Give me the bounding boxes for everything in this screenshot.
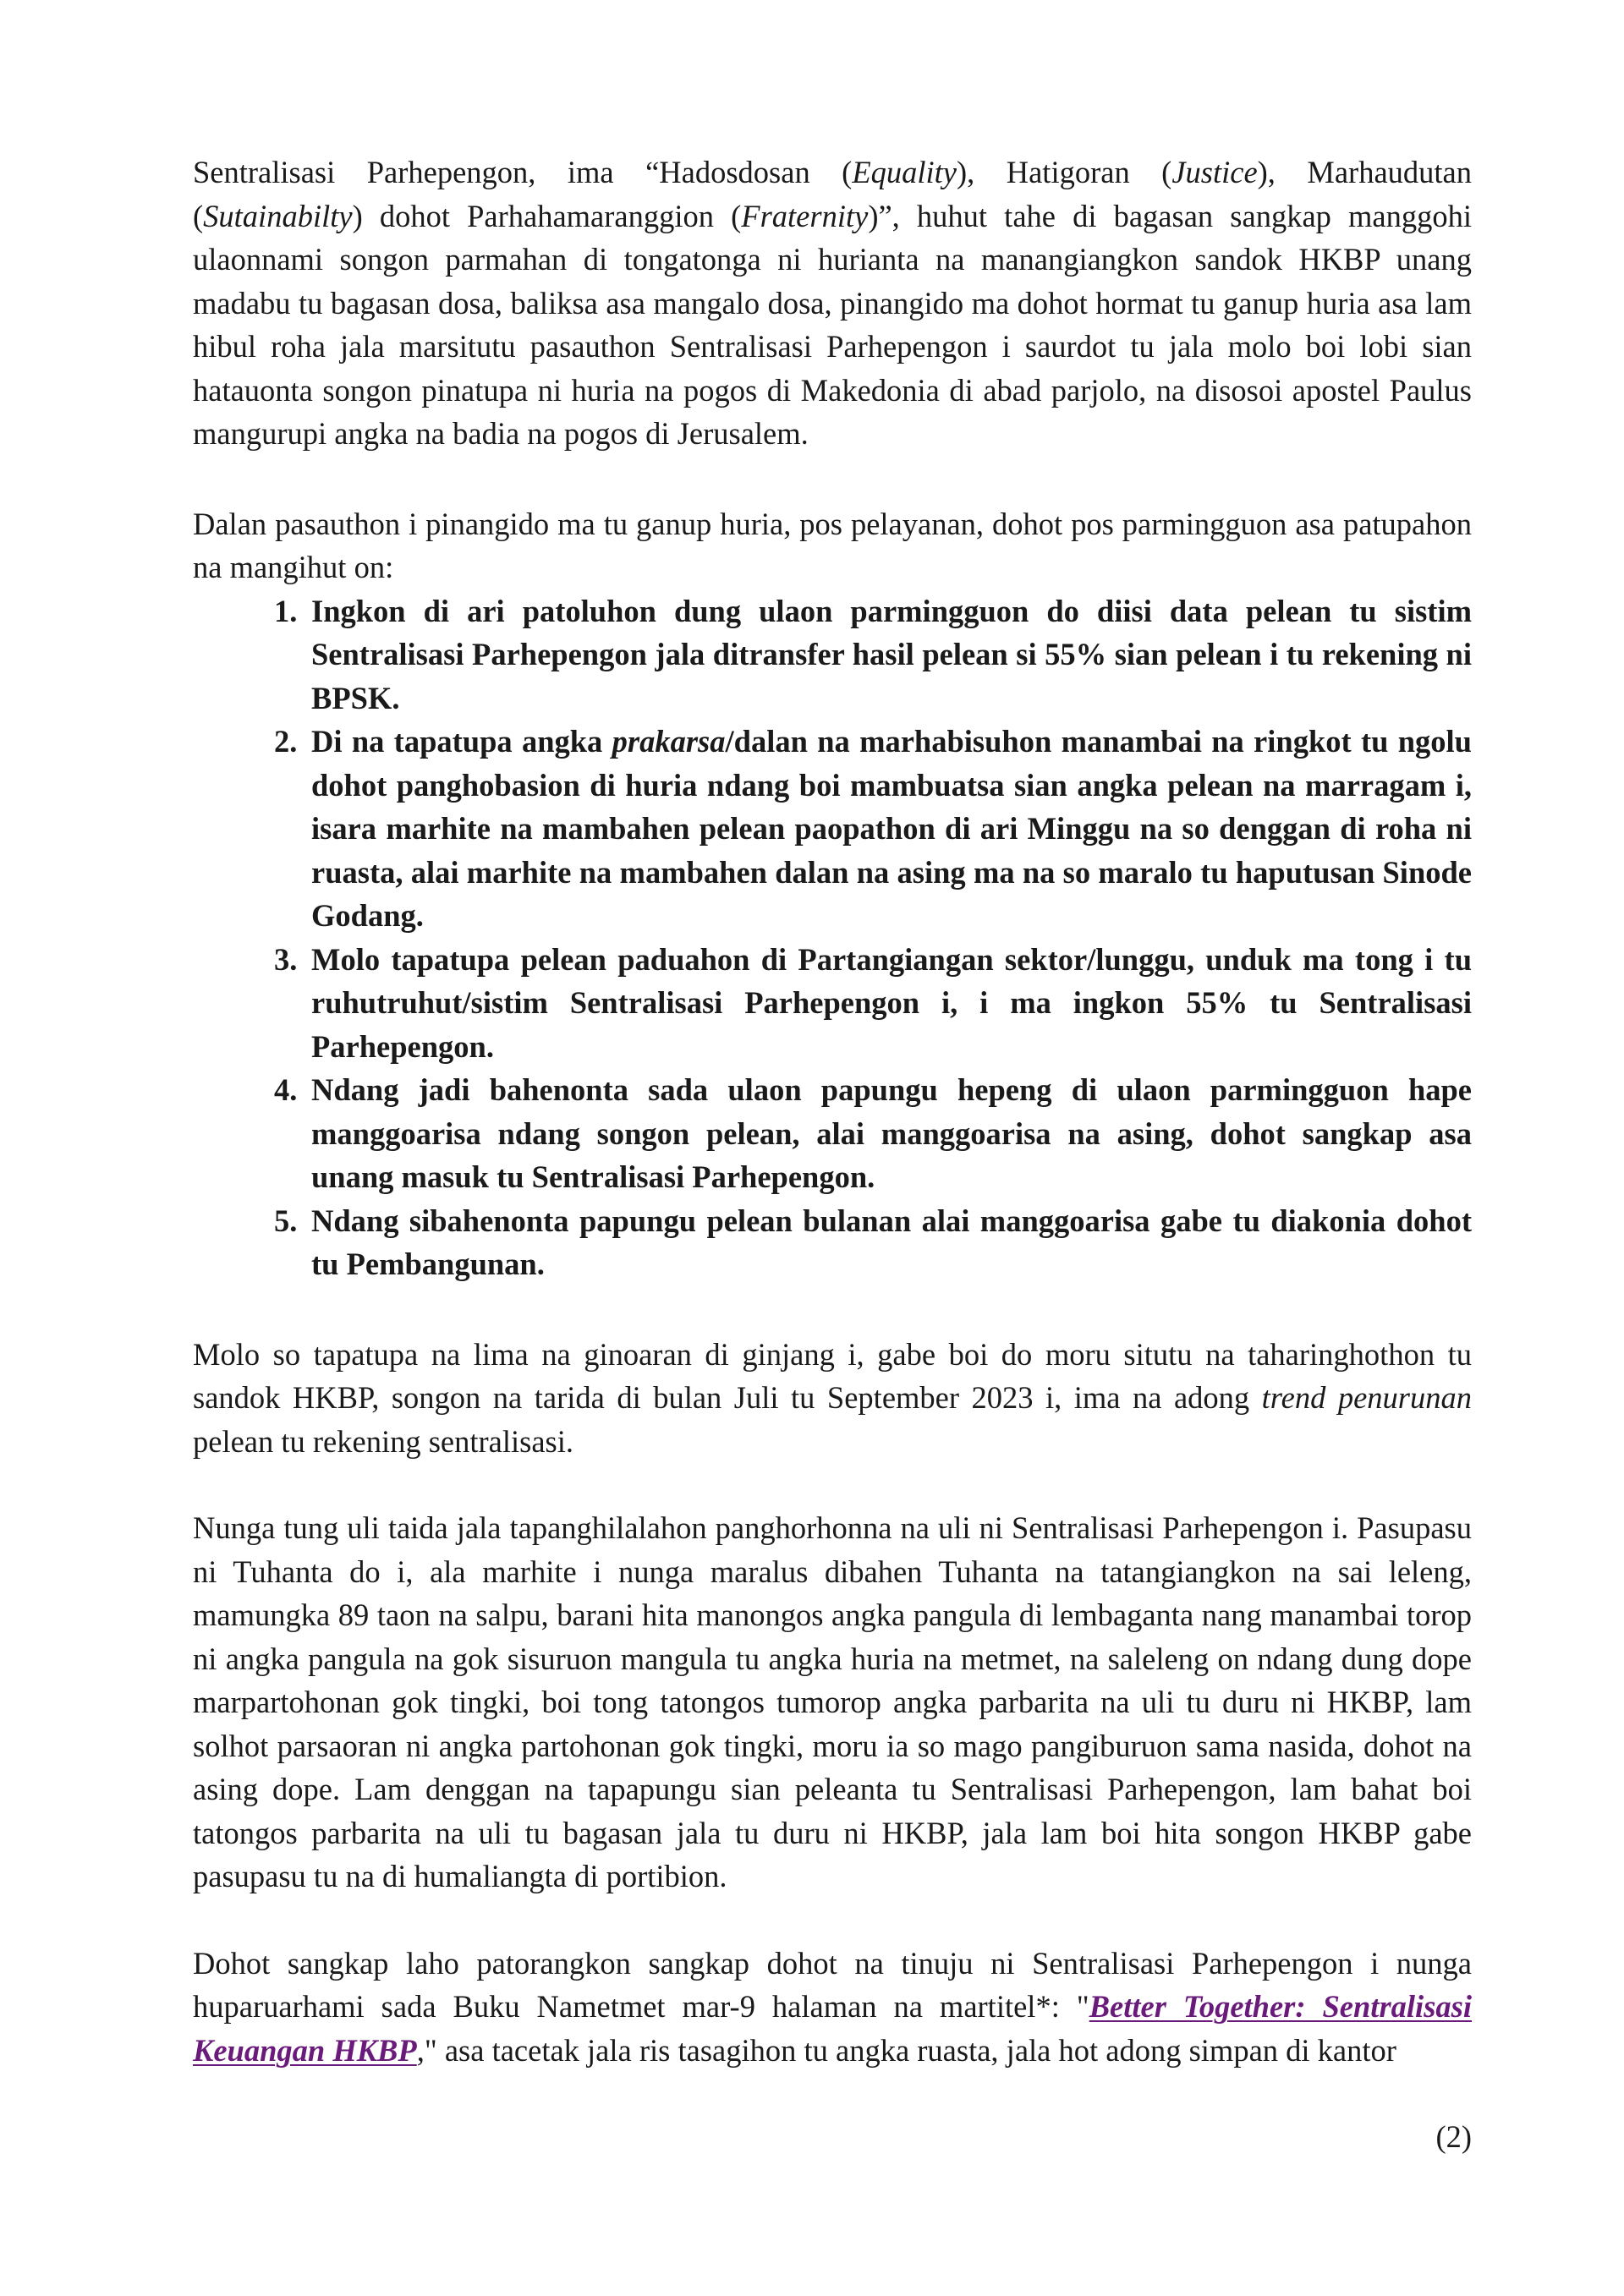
list-item-text: Ndang sibahenonta papungu pelean bulanan alai manggoarisa gabe tu diakonia dohot tu Pembangunan. [311,1203,1472,1281]
list-number: 5. [274,1203,298,1238]
page-number: (2) [1435,2119,1472,2154]
list-item [274,938,1472,1069]
paragraph-centralization-values [193,151,1472,456]
list-item [274,589,1472,721]
list-number: 3. [274,941,298,977]
instruction-list [193,589,1472,1286]
term-fraternity: Fraternity [741,198,869,233]
list-item-text: Ndang jadi bahenonta sada ulaon papungu hepeng di ulaon parmingguon hape manggoarisa ndang songon pelean, alai manggoarisa na asing, dohot sangkap asa unang masuk tu Sentralisasi Parhepengon. [311,1072,1472,1194]
text-run: pelean tu rekening sentralisasi. [193,1423,574,1459]
text-run: ," asa tacetak jala ris tasagihon tu angka ruasta, jala hot adong simpan di kantor [416,2032,1396,2068]
list-number: 1. [274,593,298,628]
list-item-text: Ingkon di ari patoluhon dung ulaon parmingguon do diisi data pelean tu sistim Sentralisasi Parhepengon jala ditransfer hasil pelean si 55% sian pelean i tu rekening ni BPSK. [311,593,1472,715]
paragraph-list-intro: Dalan pasauthon i pinangido ma tu ganup huria, pos pelayanan, dohot pos parmingguon asa patupahon na mangihut on: [193,506,1472,584]
text-run: Dohot sangkap laho patorangkon sangkap dohot na tinuju ni Sentralisasi Parhepengon i nunga huparuarhami sada Buku Nametmet mar-9 halaman na martitel*: " [193,1945,1472,2024]
list-item [274,1068,1472,1199]
list-item [274,720,1472,938]
text-run: ) dohot Parhahamaranggion ( [352,198,742,233]
booklet-title-link[interactable]: Better Together: Sentralisasi Keuangan HKBP [193,1989,1472,2068]
list-item-text: Di na tapatupa angka [311,724,612,759]
term-prakarsa: prakarsa [612,724,726,759]
list-number: 2. [274,724,298,759]
list-item [274,1199,1472,1286]
term-trend-penurunan: trend penurunan [1261,1380,1472,1415]
paragraph-trend-warning [193,1333,1472,1464]
list-number: 4. [274,1072,298,1107]
paragraph-blessings: Nunga tung uli taida jala tapanghilalahon panghorhonna na uli ni Sentralisasi Parhepengon i. Pasupasu ni Tuhanta do i, ala marhite i nunga maralus dibahen Tuhanta na tatangiangkon na sai leleng, mamungka 89 taon na salpu, barani hita manongos angka pangula di lembaganta nang manambai torop ni angka pangula na gok sisuruon mangula tu angka huria na metmet, na saleleng on ndang dung dope marpartohonan gok tingki, boi tong tatongos tumorop angka parbarita na uli tu duru ni HKBP, lam solhot parsaoran ni angka partohonan gok tingki, moru ia so mago pangiburuon sama nasida, dohot na asing dope. Lam denggan na tapapungu sian peleanta tu Sentralisasi Parhepengon, lam bahat boi tatongos parbarita na uli tu bagasan jala tu duru ni HKBP, jala lam boi hita songon HKBP gabe pasupasu tu na di humaliangta di portibion. [193,1510,1472,1893]
paragraph-booklet [193,1942,1472,2073]
term-justice: Justice [1171,155,1258,189]
list-item-text: Molo tapatupa pelean paduahon di Partangiangan sektor/lunggu, unduk ma tong i tu ruhutruhut/sistim Sentralisasi Parhepengon i, i ma ingkon 55% tu Sentralisasi Parhepengon. [311,941,1472,1064]
text-run: )”, huhut tahe di bagasan sangkap manggohi ulaonnami songon parmahan di tongatonga ni hurianta na manangiangkon sandok HKBP unang madabu tu bagasan dosa, baliksa asa mangalo dosa, pinangido ma dohot hormat tu ganup huria asa lam hibul roha jala marsitutu pasauthon Sentralisasi Parhepengon i saurdot tu jala molo boi lobi sian hatauonta songon pinatupa ni huria na pogos di Makedonia di abad parjolo, na disosoi apostel Paulus mangurupi angka na badia na pogos di Jerusalem. [193,198,1472,451]
text-run: Molo so tapatupa na lima na ginoaran di ginjang i, gabe boi do moru situtu na taharinghothon tu sandok HKBP, songon na tarida di bulan Juli tu September 2023 i, ima na adong [193,1336,1472,1415]
text-run: ), Hatigoran ( [957,155,1172,189]
text-run: Sentralisasi Parhepengon, ima “Hadosdosan ( [193,155,853,189]
text-run: ), Marhaudutan ( [193,155,1472,233]
document-page [193,151,1472,2072]
term-sustainability: Sutainabilty [203,198,353,233]
term-equality: Equality [852,155,957,189]
list-item-text: /dalan na marhabisuhon manambai na ringkot tu ngolu dohot panghobasion di huria ndang boi mambuatsa sian angka pelean na marragam i, isara marhite na mambahen pelean paopathon di ari Minggu na so denggan di roha ni ruasta, alai marhite na mambahen dalan na asing ma na so maralo tu haputusan Sinode Godang. [311,724,1472,933]
